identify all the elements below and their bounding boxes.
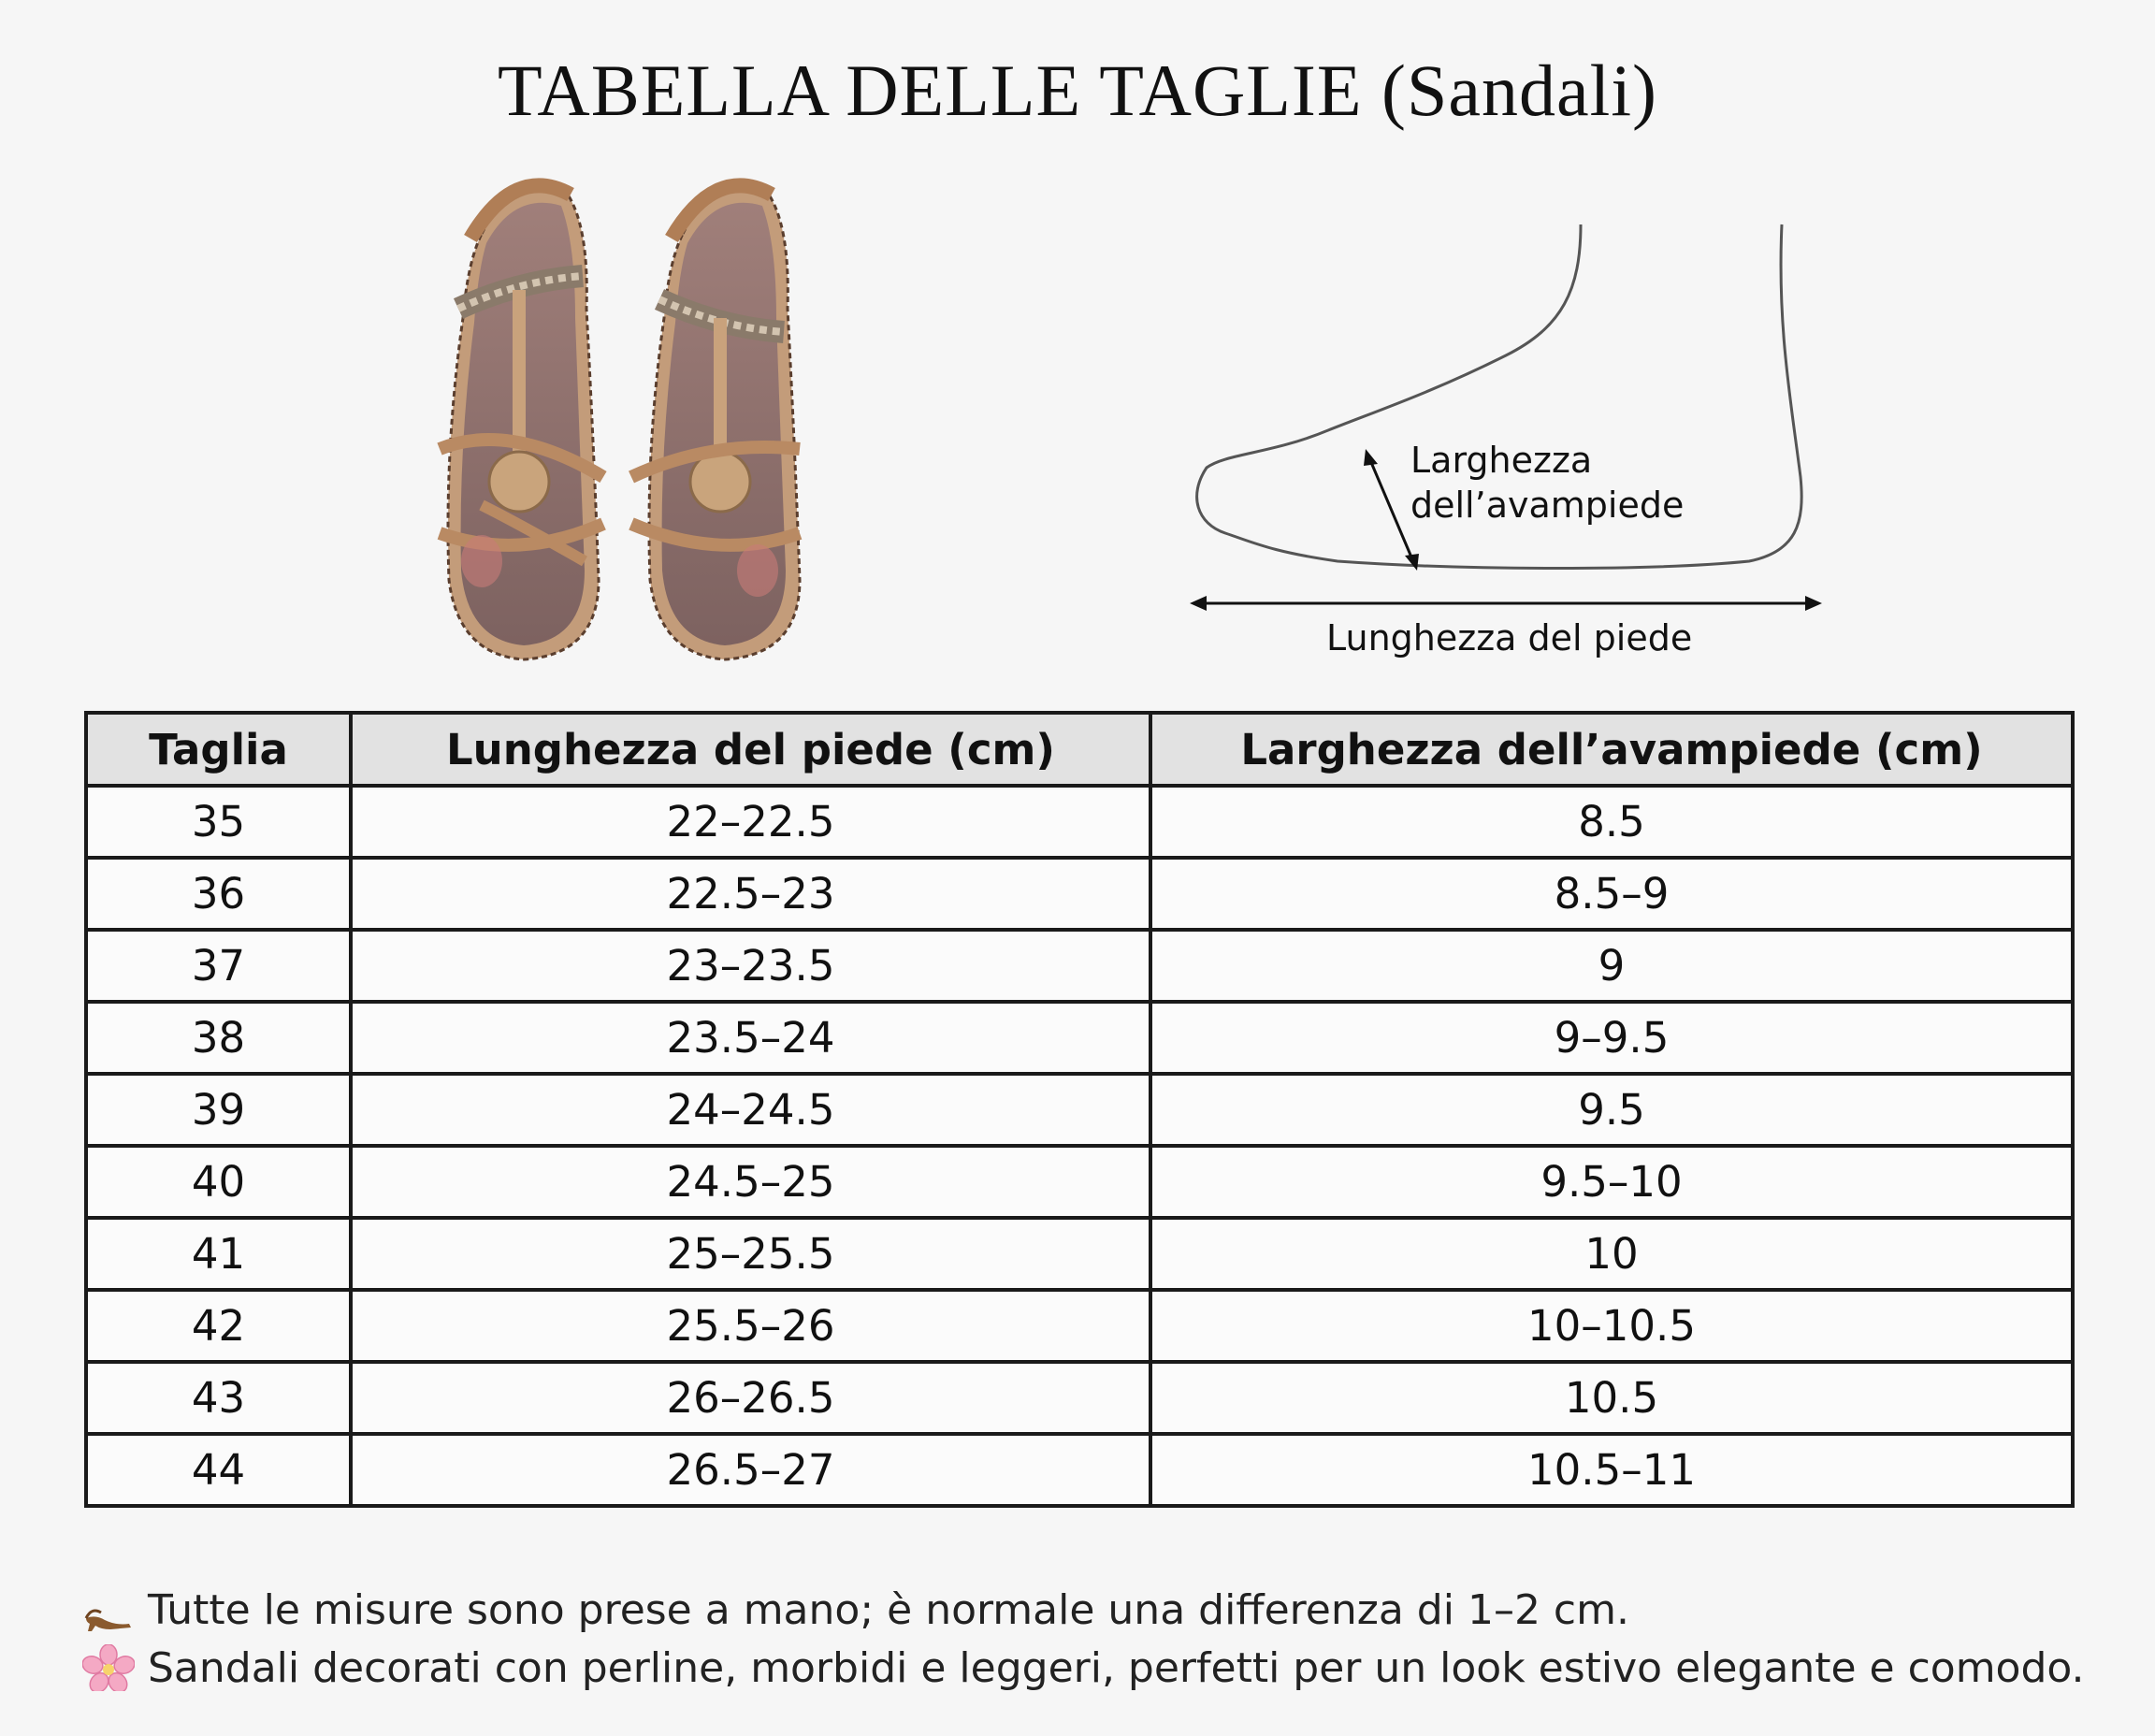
size-cell: 36: [86, 858, 351, 930]
table-row: [86, 1074, 2073, 1146]
header-foot-length: Lunghezza del piede (cm): [351, 713, 1150, 786]
size-cell: 40: [86, 1146, 351, 1218]
table-header-row: [86, 713, 2073, 786]
forefoot-width-label-line1: Larghezza: [1410, 440, 1593, 481]
size-table: [84, 711, 2075, 1508]
note-description: [82, 1639, 2121, 1697]
size-cell: 43: [86, 1362, 351, 1434]
width-cell: 9–9.5: [1150, 1002, 2073, 1074]
notes: [82, 1581, 2121, 1697]
foot-length-label: Lunghezza del piede: [1326, 617, 1693, 658]
length-cell: 22–22.5: [351, 786, 1150, 858]
size-cell: 38: [86, 1002, 351, 1074]
width-cell: 8.5: [1150, 786, 2073, 858]
size-cell: 42: [86, 1290, 351, 1362]
table-row: [86, 930, 2073, 1002]
length-cell: 25.5–26: [351, 1290, 1150, 1362]
forefoot-width-label-line2: dell’avampiede: [1410, 485, 1685, 526]
note-text: Tutte le misure sono prese a mano; è normale una differenza di 1–2 cm.: [148, 1585, 1629, 1634]
width-cell: 9: [1150, 930, 2073, 1002]
header-forefoot-width: Larghezza dell’avampiede (cm): [1150, 713, 2073, 786]
size-cell: 35: [86, 786, 351, 858]
length-cell: 22.5–23: [351, 858, 1150, 930]
width-cell: 10: [1150, 1218, 2073, 1290]
page-title: TABELLA DELLE TAGLIE (Sandali): [498, 50, 1657, 131]
note-text: Sandali decorati con perline, morbidi e leggeri, perfetti per un look estivo elegante e comodo.: [148, 1643, 2085, 1692]
width-cell: 10.5: [1150, 1362, 2073, 1434]
size-cell: 41: [86, 1218, 351, 1290]
table-row: [86, 1362, 2073, 1434]
high-heel-icon: [82, 1586, 135, 1633]
header-size: Taglia: [86, 713, 351, 786]
width-cell: 10.5–11: [1150, 1434, 2073, 1506]
table-row: [86, 858, 2073, 930]
table-row: [86, 786, 2073, 858]
table-row: [86, 1146, 2073, 1218]
length-cell: 26.5–27: [351, 1434, 1150, 1506]
length-cell: 24–24.5: [351, 1074, 1150, 1146]
table-row: [86, 1218, 2073, 1290]
width-cell: 9.5: [1150, 1074, 2073, 1146]
size-cell: 39: [86, 1074, 351, 1146]
length-cell: 23.5–24: [351, 1002, 1150, 1074]
width-cell: 8.5–9: [1150, 858, 2073, 930]
note-measurement: [82, 1581, 2121, 1639]
cherry-blossom-icon: [82, 1644, 135, 1691]
sandals-image: [426, 168, 865, 673]
size-cell: 37: [86, 930, 351, 1002]
width-cell: 10–10.5: [1150, 1290, 2073, 1362]
table-row: [86, 1002, 2073, 1074]
left-sandal: [440, 185, 603, 659]
length-cell: 26–26.5: [351, 1362, 1150, 1434]
length-cell: 24.5–25: [351, 1146, 1150, 1218]
table-row: [86, 1290, 2073, 1362]
width-cell: 9.5–10: [1150, 1146, 2073, 1218]
foot-length-arrow: [1190, 596, 1822, 611]
right-sandal: [631, 185, 800, 659]
size-cell: 44: [86, 1434, 351, 1506]
table-row: [86, 1434, 2073, 1506]
length-cell: 23–23.5: [351, 930, 1150, 1002]
length-cell: 25–25.5: [351, 1218, 1150, 1290]
